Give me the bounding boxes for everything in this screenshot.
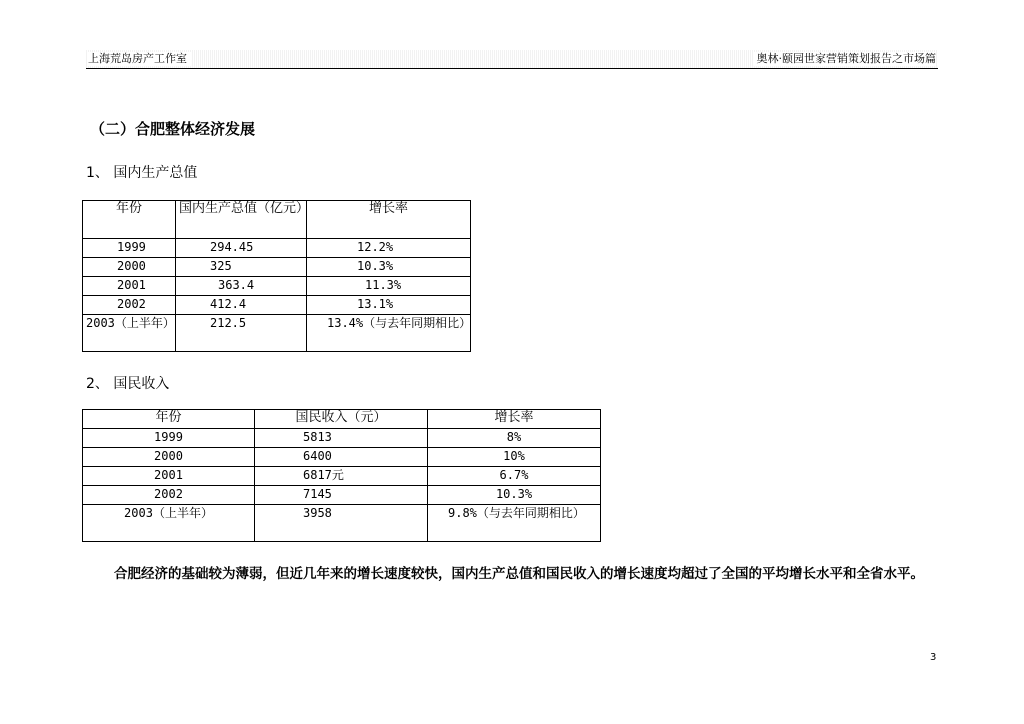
header-growth-rate: 增长率 <box>428 410 601 429</box>
table-header-row <box>83 410 601 429</box>
year-cell: 2000 <box>83 448 255 467</box>
year-cell: 1999 <box>83 239 176 258</box>
year-cell: 2001 <box>83 467 255 486</box>
gdp-subtitle: 1、 国内生产总值 <box>86 165 198 181</box>
value-cell: 6817元 <box>255 467 428 486</box>
value-cell: 6400 <box>255 448 428 467</box>
table-row <box>83 448 601 467</box>
rate-cell: 13.1% <box>307 296 471 315</box>
table-row <box>83 277 471 296</box>
header-gdp-value: 国内生产总值（亿元） <box>176 201 307 239</box>
income-table <box>82 409 601 542</box>
table-row <box>83 239 471 258</box>
value-cell: 5813 <box>255 429 428 448</box>
section-title: （二）合肥整体经济发展 <box>90 120 256 138</box>
summary-paragraph: 合肥经济的基础较为薄弱，但近几年来的增长速度较快，国内生产总值和国民收入的增长速度均超过了全国的平均增长水平和全省水平。 <box>114 566 924 582</box>
table-row <box>83 258 471 277</box>
year-cell: 2001 <box>83 277 176 296</box>
page-number: 3 <box>930 652 937 663</box>
header-company: 上海荒岛房产工作室 <box>88 52 191 66</box>
header-year: 年份 <box>83 201 176 239</box>
value-cell: 7145 <box>255 486 428 505</box>
value-cell: 363.4 <box>176 277 307 296</box>
header-report-title: 奥林·颐园世家营销策划报告之市场篇 <box>753 52 937 66</box>
value-cell: 294.45 <box>176 239 307 258</box>
income-subtitle: 2、 国民收入 <box>86 376 170 392</box>
value-cell: 412.4 <box>176 296 307 315</box>
header-year: 年份 <box>83 410 255 429</box>
table-row <box>83 296 471 315</box>
table-row <box>83 486 601 505</box>
header-growth-rate: 增长率 <box>307 201 471 239</box>
header-income-value: 国民收入（元） <box>255 410 428 429</box>
rate-cell: 12.2% <box>307 239 471 258</box>
page-header <box>86 50 938 69</box>
gdp-table <box>82 200 471 352</box>
rate-cell: 6.7% <box>428 467 601 486</box>
table-row <box>83 505 601 542</box>
year-cell: 2003（上半年） <box>83 505 255 542</box>
year-cell: 2002 <box>83 296 176 315</box>
rate-cell: 11.3% <box>307 277 471 296</box>
table-row <box>83 429 601 448</box>
value-cell: 325 <box>176 258 307 277</box>
table-row <box>83 467 601 486</box>
rate-cell: 13.4%（与去年同期相比） <box>307 315 471 352</box>
table-row <box>83 315 471 352</box>
table-header-row <box>83 201 471 239</box>
value-cell: 3958 <box>255 505 428 542</box>
rate-cell: 10.3% <box>428 486 601 505</box>
value-cell: 212.5 <box>176 315 307 352</box>
rate-cell: 10.3% <box>307 258 471 277</box>
year-cell: 2003（上半年） <box>83 315 176 352</box>
rate-cell: 9.8%（与去年同期相比） <box>428 505 601 542</box>
rate-cell: 10% <box>428 448 601 467</box>
year-cell: 2000 <box>83 258 176 277</box>
rate-cell: 8% <box>428 429 601 448</box>
year-cell: 2002 <box>83 486 255 505</box>
year-cell: 1999 <box>83 429 255 448</box>
